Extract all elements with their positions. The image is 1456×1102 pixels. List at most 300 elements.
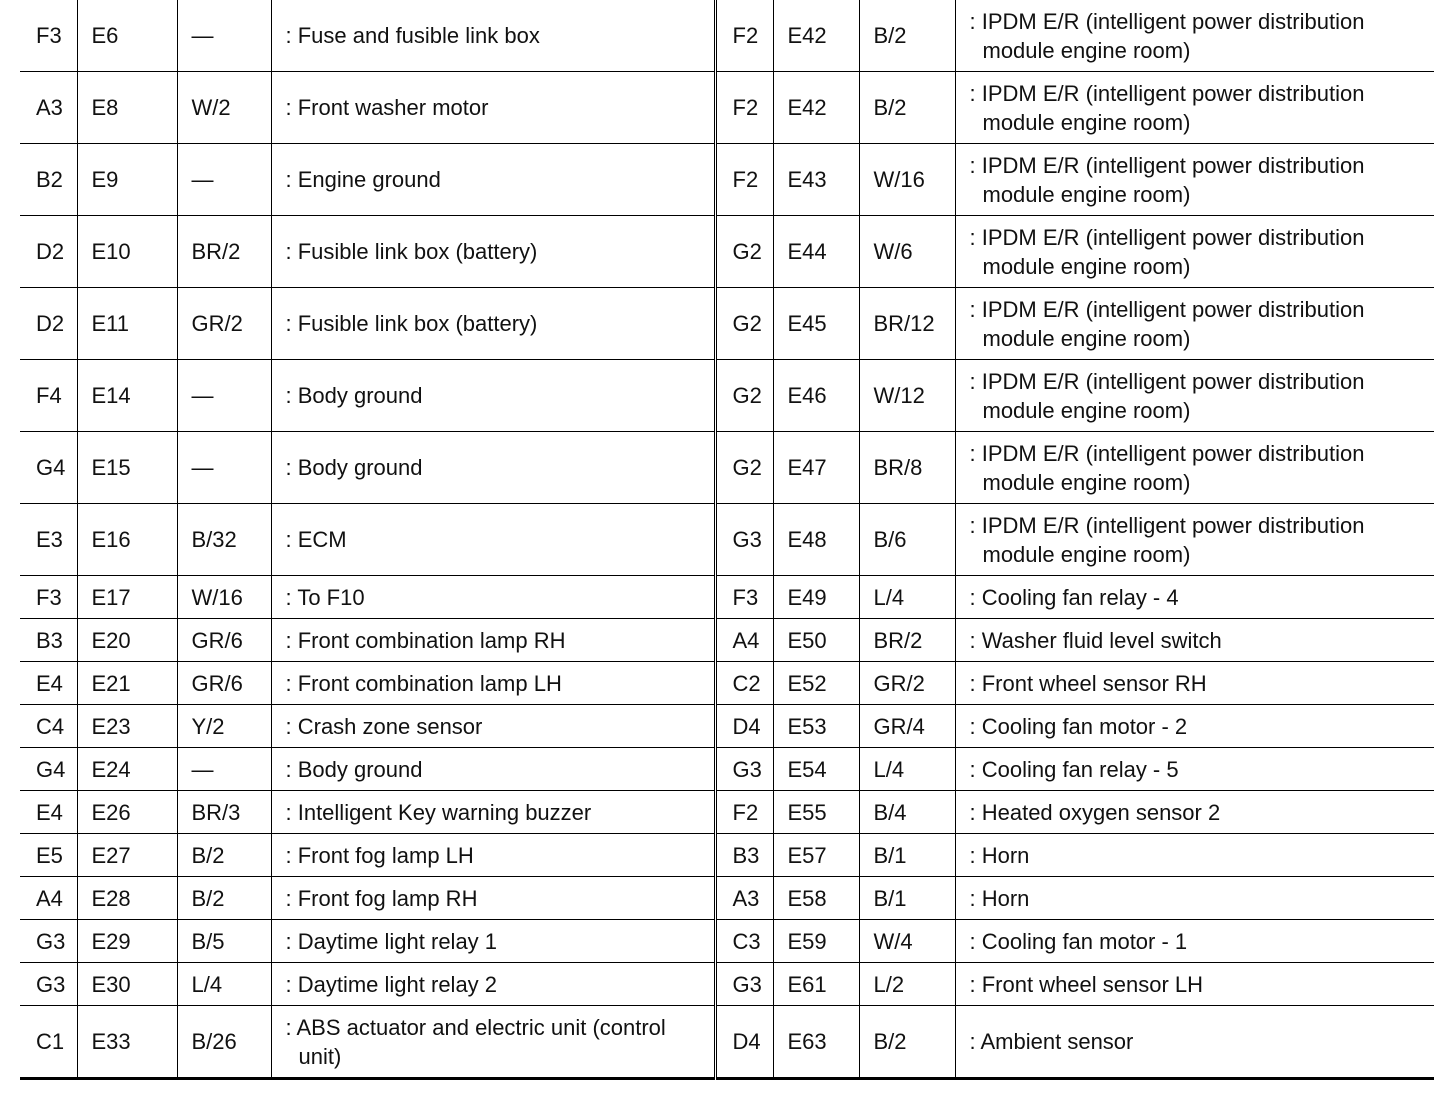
right-grid-ref-cell xyxy=(715,504,773,576)
right-grid-text: G3 xyxy=(732,756,762,782)
left-description-cell xyxy=(271,504,715,576)
left-desc-text: : Front fog lamp LH xyxy=(285,842,474,868)
left-grid-text: D2 xyxy=(36,311,65,336)
right-description-cell xyxy=(955,360,1434,432)
right-connector-text: E48 xyxy=(787,527,827,552)
right-color-pins-cell xyxy=(859,920,955,963)
left-color-pins-cell xyxy=(177,432,271,504)
left-color-text: B/2 xyxy=(191,885,225,911)
left-desc-text: : Fuse and fusible link box xyxy=(285,23,540,48)
right-connector-text: E58 xyxy=(787,885,827,911)
right-grid-ref-cell xyxy=(715,0,773,72)
table-row xyxy=(20,432,1434,504)
right-grid-text: G2 xyxy=(732,455,762,480)
left-color-text: L/4 xyxy=(191,971,223,997)
right-desc-text: : Washer fluid level switch xyxy=(969,627,1222,653)
left-grid-text: G3 xyxy=(36,928,66,954)
right-color-text: B/1 xyxy=(873,842,907,868)
right-grid-ref-cell xyxy=(715,72,773,144)
left-desc-text: : Intelligent Key warning buzzer xyxy=(285,799,592,825)
left-desc-text: : Daytime light relay 2 xyxy=(285,971,498,997)
right-color-text: L/2 xyxy=(873,971,905,997)
left-color-pins-cell xyxy=(177,920,271,963)
left-desc-text: : Body ground xyxy=(285,383,423,408)
right-color-pins-cell xyxy=(859,662,955,705)
left-grid-ref-cell xyxy=(20,877,77,920)
right-description-cell xyxy=(955,619,1434,662)
left-connector-text: E26 xyxy=(91,799,131,825)
right-color-text: B/6 xyxy=(873,527,907,552)
left-color-pins-cell xyxy=(177,1006,271,1079)
left-color-text: GR/6 xyxy=(191,627,243,653)
left-grid-ref-cell xyxy=(20,360,77,432)
right-grid-text: D4 xyxy=(732,1029,761,1054)
left-grid-text: E4 xyxy=(36,799,63,825)
right-color-pins-cell xyxy=(859,748,955,791)
right-desc-text: : Horn xyxy=(969,885,1030,911)
left-color-text: GR/6 xyxy=(191,670,243,696)
right-desc-text: : Front wheel sensor LH xyxy=(969,971,1204,997)
right-color-text: L/4 xyxy=(873,756,905,782)
left-color-text: GR/2 xyxy=(191,311,243,336)
right-connector-number-cell xyxy=(773,0,859,72)
left-grid-text: E3 xyxy=(36,527,63,552)
table-row xyxy=(20,1006,1434,1079)
right-description-cell xyxy=(955,0,1434,72)
left-grid-ref-cell xyxy=(20,432,77,504)
left-color-pins-cell xyxy=(177,504,271,576)
right-grid-text: A4 xyxy=(732,627,760,653)
left-description-cell xyxy=(271,834,715,877)
right-connector-number-cell xyxy=(773,920,859,963)
right-desc-text: : Cooling fan relay - 5 xyxy=(969,756,1179,782)
left-connector-number-cell xyxy=(77,619,177,662)
right-connector-text: E50 xyxy=(787,627,827,653)
left-grid-text: A3 xyxy=(36,95,63,120)
left-grid-text: B3 xyxy=(36,627,63,653)
right-color-pins-cell xyxy=(859,0,955,72)
connector-table-container xyxy=(20,0,1434,1080)
right-grid-text: G3 xyxy=(732,971,762,997)
left-connector-text: E28 xyxy=(91,885,131,911)
table-row xyxy=(20,834,1434,877)
right-connector-number-cell xyxy=(773,877,859,920)
left-grid-text: E4 xyxy=(36,670,63,696)
right-connector-text: E46 xyxy=(787,383,827,408)
right-color-text: B/2 xyxy=(873,95,907,120)
left-color-text: — xyxy=(191,455,214,480)
right-color-pins-cell xyxy=(859,877,955,920)
left-connector-text: E20 xyxy=(91,627,131,653)
right-color-pins-cell xyxy=(859,791,955,834)
right-connector-number-cell xyxy=(773,791,859,834)
left-connector-text: E24 xyxy=(91,756,131,782)
right-description-cell xyxy=(955,748,1434,791)
right-color-pins-cell xyxy=(859,432,955,504)
right-grid-ref-cell xyxy=(715,877,773,920)
right-connector-text: E63 xyxy=(787,1029,827,1054)
left-connector-text: E29 xyxy=(91,928,131,954)
right-desc-text: : IPDM E/R (intelligent power distribution module engine room) xyxy=(969,368,1365,423)
right-connector-text: E45 xyxy=(787,311,827,336)
right-grid-ref-cell xyxy=(715,576,773,619)
left-color-text: B/32 xyxy=(191,527,237,552)
right-grid-ref-cell xyxy=(715,432,773,504)
left-desc-text: : Fusible link box (battery) xyxy=(285,311,538,336)
table-row xyxy=(20,748,1434,791)
left-color-text: — xyxy=(191,167,214,192)
left-color-pins-cell xyxy=(177,72,271,144)
right-connector-number-cell xyxy=(773,748,859,791)
right-connector-text: E49 xyxy=(787,584,827,610)
right-connector-number-cell xyxy=(773,72,859,144)
left-color-pins-cell xyxy=(177,834,271,877)
left-desc-text: : ABS actuator and electric unit (control unit) xyxy=(285,1014,666,1069)
right-color-text: BR/2 xyxy=(873,627,923,653)
right-color-pins-cell xyxy=(859,834,955,877)
left-color-pins-cell xyxy=(177,288,271,360)
left-connector-text: E21 xyxy=(91,670,131,696)
left-color-pins-cell xyxy=(177,0,271,72)
left-connector-text: E16 xyxy=(91,527,131,552)
right-desc-text: : IPDM E/R (intelligent power distribution module engine room) xyxy=(969,512,1365,567)
left-grid-text: G4 xyxy=(36,455,66,480)
left-connector-number-cell xyxy=(77,216,177,288)
left-connector-text: E33 xyxy=(91,1029,131,1054)
right-desc-text: : Cooling fan motor - 2 xyxy=(969,713,1188,739)
left-color-text: BR/3 xyxy=(191,799,241,825)
left-color-text: B/2 xyxy=(191,842,225,868)
left-color-text: BR/2 xyxy=(191,239,241,264)
right-grid-ref-cell xyxy=(715,216,773,288)
left-description-cell xyxy=(271,576,715,619)
left-grid-ref-cell xyxy=(20,144,77,216)
right-connector-text: E52 xyxy=(787,670,827,696)
right-desc-text: : IPDM E/R (intelligent power distribution module engine room) xyxy=(969,8,1365,63)
right-grid-ref-cell xyxy=(715,360,773,432)
table-row xyxy=(20,504,1434,576)
left-grid-ref-cell xyxy=(20,216,77,288)
left-description-cell xyxy=(271,748,715,791)
left-grid-text: C4 xyxy=(36,713,65,739)
right-desc-text: : IPDM E/R (intelligent power distribution module engine room) xyxy=(969,224,1365,279)
right-description-cell xyxy=(955,432,1434,504)
right-connector-number-cell xyxy=(773,360,859,432)
right-desc-text: : IPDM E/R (intelligent power distribution module engine room) xyxy=(969,296,1365,351)
right-color-text: B/2 xyxy=(873,23,907,48)
right-color-text: B/2 xyxy=(873,1029,907,1054)
left-description-cell xyxy=(271,920,715,963)
right-grid-text: G2 xyxy=(732,311,762,336)
left-description-cell xyxy=(271,791,715,834)
right-desc-text: : Horn xyxy=(969,842,1030,868)
left-grid-text: F4 xyxy=(36,383,62,408)
right-color-text: GR/2 xyxy=(873,670,925,696)
left-grid-ref-cell xyxy=(20,791,77,834)
right-description-cell xyxy=(955,72,1434,144)
right-grid-text: F2 xyxy=(732,95,759,120)
right-connector-text: E44 xyxy=(787,239,827,264)
right-connector-number-cell xyxy=(773,216,859,288)
left-color-text: — xyxy=(191,23,214,48)
right-connector-number-cell xyxy=(773,288,859,360)
right-connector-text: E43 xyxy=(787,167,827,192)
right-color-pins-cell xyxy=(859,360,955,432)
right-connector-number-cell xyxy=(773,705,859,748)
left-desc-text: : Front washer motor xyxy=(285,95,489,120)
left-description-cell xyxy=(271,216,715,288)
right-desc-text: : Cooling fan relay - 4 xyxy=(969,584,1179,610)
left-connector-text: E30 xyxy=(91,971,131,997)
right-description-cell xyxy=(955,576,1434,619)
left-desc-text: : Crash zone sensor xyxy=(285,713,483,739)
right-connector-text: E42 xyxy=(787,95,827,120)
left-description-cell xyxy=(271,662,715,705)
left-connector-number-cell xyxy=(77,705,177,748)
right-grid-text: F2 xyxy=(732,799,759,825)
left-connector-number-cell xyxy=(77,432,177,504)
left-color-text: W/16 xyxy=(191,584,243,610)
left-color-pins-cell xyxy=(177,360,271,432)
right-grid-ref-cell xyxy=(715,920,773,963)
left-color-pins-cell xyxy=(177,216,271,288)
left-connector-number-cell xyxy=(77,877,177,920)
left-desc-text: : ECM xyxy=(285,527,347,552)
left-connector-number-cell xyxy=(77,963,177,1006)
right-desc-text: : IPDM E/R (intelligent power distribution module engine room) xyxy=(969,440,1365,495)
table-row xyxy=(20,920,1434,963)
left-grid-ref-cell xyxy=(20,0,77,72)
right-grid-text: B3 xyxy=(732,842,760,868)
left-color-pins-cell xyxy=(177,963,271,1006)
left-description-cell xyxy=(271,705,715,748)
right-desc-text: : Heated oxygen sensor 2 xyxy=(969,799,1221,825)
left-desc-text: : Body ground xyxy=(285,455,423,480)
right-description-cell xyxy=(955,963,1434,1006)
table-row xyxy=(20,144,1434,216)
right-description-cell xyxy=(955,705,1434,748)
right-connector-text: E54 xyxy=(787,756,827,782)
right-connector-text: E42 xyxy=(787,23,827,48)
table-row xyxy=(20,576,1434,619)
left-grid-ref-cell xyxy=(20,748,77,791)
right-color-text: BR/8 xyxy=(873,455,923,480)
left-description-cell xyxy=(271,432,715,504)
left-connector-number-cell xyxy=(77,791,177,834)
left-description-cell xyxy=(271,360,715,432)
right-grid-text: A3 xyxy=(732,885,760,911)
right-desc-text: : IPDM E/R (intelligent power distribution module engine room) xyxy=(969,80,1365,135)
table-row xyxy=(20,72,1434,144)
left-description-cell xyxy=(271,619,715,662)
left-color-pins-cell xyxy=(177,662,271,705)
left-grid-text: D2 xyxy=(36,239,65,264)
left-grid-ref-cell xyxy=(20,1006,77,1079)
right-connector-number-cell xyxy=(773,1006,859,1079)
right-grid-text: F2 xyxy=(732,167,759,192)
right-grid-text: F2 xyxy=(732,23,759,48)
right-color-pins-cell xyxy=(859,705,955,748)
left-description-cell xyxy=(271,1006,715,1079)
left-grid-ref-cell xyxy=(20,834,77,877)
right-desc-text: : Ambient sensor xyxy=(969,1029,1134,1054)
right-description-cell xyxy=(955,834,1434,877)
right-color-text: GR/4 xyxy=(873,713,925,739)
left-connector-text: E6 xyxy=(91,23,119,48)
right-grid-ref-cell xyxy=(715,834,773,877)
right-description-cell xyxy=(955,504,1434,576)
left-connector-number-cell xyxy=(77,72,177,144)
right-grid-text: D4 xyxy=(732,713,761,739)
right-color-text: W/12 xyxy=(873,383,925,408)
right-color-text: B/4 xyxy=(873,799,907,825)
left-description-cell xyxy=(271,288,715,360)
right-connector-text: E55 xyxy=(787,799,827,825)
right-grid-ref-cell xyxy=(715,288,773,360)
left-grid-text: G4 xyxy=(36,756,66,782)
right-connector-text: E61 xyxy=(787,971,827,997)
right-connector-number-cell xyxy=(773,963,859,1006)
left-connector-number-cell xyxy=(77,576,177,619)
right-color-text: W/4 xyxy=(873,928,913,954)
right-connector-text: E47 xyxy=(787,455,827,480)
left-connector-number-cell xyxy=(77,920,177,963)
right-grid-ref-cell xyxy=(715,1006,773,1079)
left-desc-text: : Front fog lamp RH xyxy=(285,885,478,911)
left-grid-text: G3 xyxy=(36,971,66,997)
left-color-text: — xyxy=(191,383,214,408)
left-grid-text: E5 xyxy=(36,842,63,868)
right-description-cell xyxy=(955,920,1434,963)
right-connector-number-cell xyxy=(773,834,859,877)
left-color-pins-cell xyxy=(177,144,271,216)
left-description-cell xyxy=(271,72,715,144)
left-grid-text: F3 xyxy=(36,584,62,610)
right-connector-text: E53 xyxy=(787,713,827,739)
left-connector-number-cell xyxy=(77,662,177,705)
right-grid-text: C3 xyxy=(732,928,761,954)
right-color-text: BR/12 xyxy=(873,311,935,336)
right-color-pins-cell xyxy=(859,72,955,144)
table-row xyxy=(20,877,1434,920)
connector-table-body xyxy=(20,0,1434,1079)
left-desc-text: : Fusible link box (battery) xyxy=(285,239,538,264)
right-grid-text: C2 xyxy=(732,670,761,696)
left-description-cell xyxy=(271,877,715,920)
left-grid-ref-cell xyxy=(20,963,77,1006)
right-connector-text: E59 xyxy=(787,928,827,954)
left-color-text: B/26 xyxy=(191,1029,237,1054)
left-grid-ref-cell xyxy=(20,662,77,705)
left-grid-ref-cell xyxy=(20,72,77,144)
left-color-pins-cell xyxy=(177,791,271,834)
right-description-cell xyxy=(955,662,1434,705)
left-grid-ref-cell xyxy=(20,619,77,662)
left-color-text: — xyxy=(191,756,214,782)
right-color-pins-cell xyxy=(859,504,955,576)
right-color-pins-cell xyxy=(859,576,955,619)
left-color-text: Y/2 xyxy=(191,713,225,739)
table-row xyxy=(20,963,1434,1006)
right-desc-text: : IPDM E/R (intelligent power distribution module engine room) xyxy=(969,152,1365,207)
left-connector-text: E11 xyxy=(91,311,130,336)
right-color-text: W/6 xyxy=(873,239,913,264)
right-connector-text: E57 xyxy=(787,842,827,868)
right-grid-ref-cell xyxy=(715,144,773,216)
left-connector-number-cell xyxy=(77,288,177,360)
left-desc-text: : Body ground xyxy=(285,756,423,782)
right-description-cell xyxy=(955,288,1434,360)
left-connector-number-cell xyxy=(77,0,177,72)
right-connector-number-cell xyxy=(773,662,859,705)
left-color-pins-cell xyxy=(177,748,271,791)
table-row xyxy=(20,0,1434,72)
left-grid-ref-cell xyxy=(20,705,77,748)
right-grid-ref-cell xyxy=(715,619,773,662)
left-connector-number-cell xyxy=(77,1006,177,1079)
right-description-cell xyxy=(955,1006,1434,1079)
left-connector-number-cell xyxy=(77,834,177,877)
left-grid-ref-cell xyxy=(20,288,77,360)
left-connector-number-cell xyxy=(77,144,177,216)
table-row xyxy=(20,662,1434,705)
right-description-cell xyxy=(955,216,1434,288)
left-color-pins-cell xyxy=(177,877,271,920)
table-row xyxy=(20,288,1434,360)
connector-list-table xyxy=(20,0,1434,1080)
left-grid-ref-cell xyxy=(20,920,77,963)
left-connector-text: E9 xyxy=(91,167,119,192)
right-connector-number-cell xyxy=(773,144,859,216)
right-color-pins-cell xyxy=(859,619,955,662)
left-color-pins-cell xyxy=(177,619,271,662)
right-desc-text: : Cooling fan motor - 1 xyxy=(969,928,1188,954)
left-color-text: W/2 xyxy=(191,95,231,120)
left-grid-text: A4 xyxy=(36,885,63,911)
left-color-pins-cell xyxy=(177,705,271,748)
table-row xyxy=(20,216,1434,288)
left-connector-text: E27 xyxy=(91,842,131,868)
right-grid-ref-cell xyxy=(715,791,773,834)
left-connector-number-cell xyxy=(77,360,177,432)
left-desc-text: : Engine ground xyxy=(285,167,441,192)
left-grid-ref-cell xyxy=(20,504,77,576)
left-desc-text: : To F10 xyxy=(285,584,365,610)
right-description-cell xyxy=(955,877,1434,920)
right-grid-text: G2 xyxy=(732,239,762,264)
left-description-cell xyxy=(271,144,715,216)
right-description-cell xyxy=(955,144,1434,216)
left-connector-text: E17 xyxy=(91,584,131,610)
right-grid-text: G2 xyxy=(732,383,762,408)
left-color-pins-cell xyxy=(177,576,271,619)
right-grid-ref-cell xyxy=(715,748,773,791)
table-row xyxy=(20,705,1434,748)
right-grid-ref-cell xyxy=(715,963,773,1006)
right-description-cell xyxy=(955,791,1434,834)
right-color-pins-cell xyxy=(859,288,955,360)
right-color-text: W/16 xyxy=(873,167,925,192)
left-connector-text: E8 xyxy=(91,95,119,120)
left-grid-ref-cell xyxy=(20,576,77,619)
left-grid-text: C1 xyxy=(36,1029,65,1054)
left-connector-number-cell xyxy=(77,504,177,576)
right-grid-text: G3 xyxy=(732,527,762,552)
table-row xyxy=(20,360,1434,432)
left-connector-text: E23 xyxy=(91,713,131,739)
right-connector-number-cell xyxy=(773,504,859,576)
left-desc-text: : Front combination lamp LH xyxy=(285,670,562,696)
